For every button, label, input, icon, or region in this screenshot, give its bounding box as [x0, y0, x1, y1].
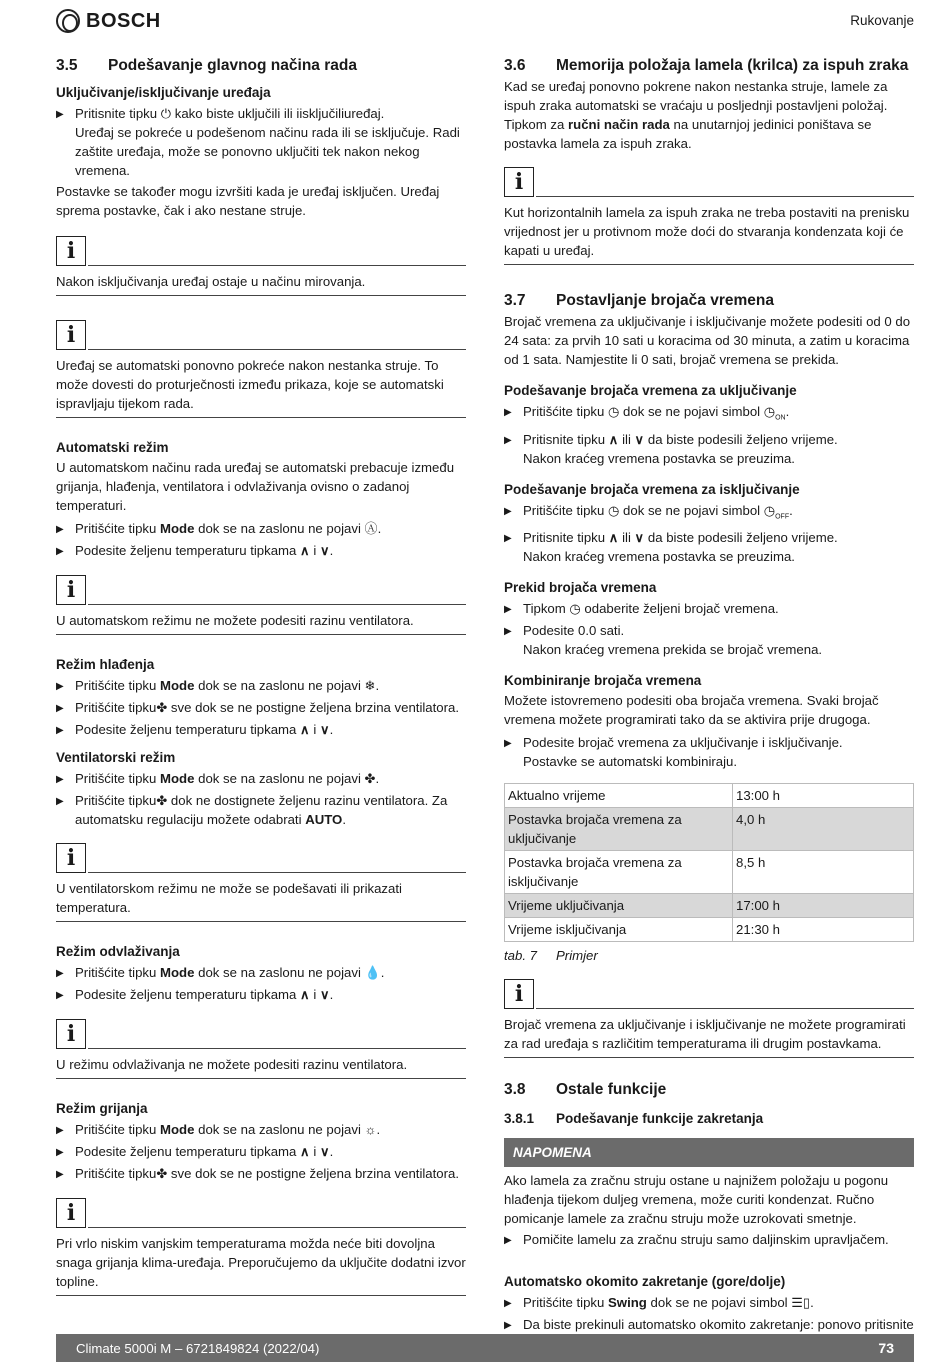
text: dok se na zaslonu ne pojavi: [194, 521, 365, 536]
info-box: [56, 1019, 466, 1079]
text: Pritišćite tipku: [75, 1122, 161, 1137]
list-item: ▶ Pritišćite tipku✤ dok ne dostignete željenu razinu ventilatora. Za automatsku regulaciju možete odabrati AUTO.: [56, 793, 448, 827]
text: Pritišćite tipku: [75, 678, 161, 693]
text: Nakon kraćeg vremena postavka se preuzima.: [523, 549, 795, 565]
section-title: Memorija položaja lamela (krilca) za ispuh zraka: [556, 57, 909, 74]
text: Pomičite lamelu za zračnu struju samo daljinskim upravljačem.: [523, 1232, 889, 1248]
down-arrow-icon: ∨: [319, 1144, 330, 1159]
list-item: [56, 104, 466, 180]
list-item: [504, 599, 914, 619]
paragraph: Brojač vremena za uključivanje i isključivanje možete podesiti od 0 do 24 sata: za prvih 10 sati u koracima od 30 minuta, a zatim u koracima od 1 sata. Namjestite li 0 sati, brojač vremena se prekida.: [504, 314, 911, 367]
info-text: U ventilatorskom režimu ne može se podešavati ili prikazati temperatura.: [56, 873, 466, 922]
text: Podesite željenu temperaturu tipkama: [75, 1144, 301, 1159]
bold-text: ručni način rada: [568, 117, 670, 132]
subheading: Ventilatorski režim: [56, 750, 176, 765]
table-cell: Vrijeme isključivanja: [505, 918, 733, 942]
bullet-icon: ▶: [56, 774, 64, 785]
text: Nakon kraćeg vremena prekida se brojač vremena.: [523, 642, 823, 658]
auto-mode-icon: Ⓐ: [364, 521, 378, 536]
bullet-icon: ▶: [56, 109, 64, 120]
info-text: Kut horizontalnih lamela za ispuh zraka ne treba postaviti na prenisku vrijednost jer u protivnom može doći do stvaranja kondenzata koji će kapati u uređaj.: [504, 197, 914, 265]
on-label: ON: [775, 414, 786, 422]
info-box: [504, 167, 914, 265]
clock-icon: ◷: [608, 502, 620, 518]
list-item: ▶ Pritišćite tipku Mode dok se na zaslonu ne pojavi ☼.: [56, 1120, 466, 1140]
section-heading: [504, 291, 914, 310]
text: Postavke se automatski kombiniraju.: [523, 754, 738, 770]
subheading: Režim grijanja: [56, 1101, 148, 1116]
bullet-icon: ▶: [56, 1169, 64, 1180]
subheading: Kombiniranje brojača vremena: [504, 673, 702, 689]
info-icon: i: [56, 1019, 86, 1049]
text: i: [309, 1144, 320, 1159]
text: Pritišćite tipku: [75, 793, 157, 808]
table-cell: Postavka brojača vremena za isključivanje: [505, 851, 733, 894]
section-title: Postavljanje brojača vremena: [556, 292, 774, 309]
bullet-icon: ▶: [56, 703, 64, 714]
section-title: Podešavanje glavnog načina rada: [108, 57, 357, 74]
bullet-icon: ▶: [504, 1298, 512, 1310]
clock-on-icon: $◷_{ON}$: [763, 404, 786, 422]
left-column: [56, 56, 466, 1310]
fan-icon: ✤: [156, 793, 168, 808]
up-arrow-icon: ∧: [300, 722, 310, 737]
text: na unutarnjoj jedinici poništava se postavka lamela za ispuh zraka.: [504, 117, 872, 151]
bullet-icon: ▶: [56, 990, 64, 1001]
text: dok ne dostignete željenu razinu ventilatora. Za automatsku regulaciju možete odabrati: [75, 793, 448, 827]
text: Podesite željenu temperaturu tipkama: [75, 987, 301, 1002]
list-item: ▶ Podesite željenu temperaturu tipkama ∧ i ∨.: [56, 720, 466, 740]
table-row: [505, 918, 914, 942]
bullet-icon: ▶: [56, 796, 64, 807]
right-column: [504, 56, 914, 1355]
subsection-heading: [504, 1109, 914, 1128]
list-item: [56, 698, 466, 718]
text: i: [309, 987, 320, 1002]
text: Pritišćite tipku: [75, 771, 161, 786]
table-cell: 17:00 h: [733, 894, 914, 918]
text: Pritisnite tipku: [523, 530, 609, 546]
subheading: Režim hlađenja: [56, 657, 155, 672]
list-item: ▶ Podesite željenu temperaturu tipkama ∧ i ∨.: [56, 541, 466, 561]
table-caption: [504, 946, 914, 965]
fan-icon: ✤: [156, 1166, 168, 1181]
bullet-icon: ▶: [504, 533, 512, 545]
text: Pritišćite tipku: [75, 965, 161, 980]
text: Podesite željenu temperaturu tipkama: [75, 722, 301, 737]
info-text: U automatskom režimu ne možete podesiti razinu ventilatora.: [56, 605, 466, 635]
info-icon: i: [504, 979, 534, 1009]
page-number: 73: [878, 1339, 894, 1356]
table-row: [505, 894, 914, 918]
example-table: [504, 783, 914, 942]
text: Tipkom: [523, 601, 570, 617]
text: i: [309, 543, 320, 558]
info-box: [56, 320, 466, 418]
text: dok se na zaslonu ne pojavi: [194, 1122, 365, 1137]
text: dok se ne pojavi simbol: [619, 502, 764, 518]
bullet-icon: ▶: [504, 434, 512, 446]
off-label: OFF: [775, 513, 790, 521]
up-arrow-icon: ∧: [608, 530, 619, 546]
text: odaberite željeni brojač vremena.: [580, 601, 779, 617]
mode-key: Mode: [160, 771, 195, 786]
sun-icon: ☼: [364, 1122, 377, 1137]
text: ili: [618, 431, 635, 447]
list-item: [504, 1230, 914, 1250]
text: Pritišćite tipku: [523, 1295, 609, 1311]
section-title: Ostale funkcije: [556, 1081, 667, 1099]
text: Pritišćite tipku: [75, 1166, 157, 1181]
subheading: Automatsko okomito zakretanje (gore/dolje): [504, 1274, 786, 1290]
list-item: [504, 621, 914, 659]
table-cell: Aktualno vrijeme: [505, 784, 733, 808]
text: Podesite brojač vremena za uključivanje i isključivanje.: [523, 735, 843, 751]
text: dok se na zaslonu ne pojavi: [194, 771, 365, 786]
table-cell: 21:30 h: [733, 918, 914, 942]
bullet-icon: ▶: [56, 1125, 64, 1136]
table-cell: Vrijeme uključivanja: [505, 894, 733, 918]
section-number: 3.7: [504, 292, 526, 309]
text: da biste podesili željeno vrijeme.: [644, 431, 838, 447]
info-icon: i: [56, 575, 86, 605]
paragraph: Postavke se također mogu izvršiti kada je uređaj isključen. Uređaj sprema postavke, čak i ako nestane struje.: [56, 184, 440, 218]
text: dok se na zaslonu ne pojavi: [194, 965, 365, 980]
down-arrow-icon: ∨: [319, 543, 330, 558]
caption-text: Primjer: [556, 948, 598, 964]
section-number: 3.8: [504, 1081, 526, 1099]
table-number: tab. 7: [504, 948, 537, 964]
text: dok se na zaslonu ne pojavi: [194, 678, 365, 693]
subheading: Uključivanje/isključivanje uređaja: [56, 85, 271, 100]
section-number: 3.6: [504, 57, 526, 74]
clock-icon: ◷: [608, 404, 620, 419]
bullet-icon: ▶: [504, 1235, 512, 1247]
info-box: [56, 1198, 466, 1296]
bullet-icon: ▶: [56, 968, 64, 979]
list-item: ▶ Podesite željenu temperaturu tipkama ∧ i ∨.: [56, 985, 466, 1005]
text: kako biste uključili ili iisključiliuređaj.: [171, 106, 385, 121]
text: Pritišćite tipku: [75, 700, 157, 715]
notice-banner: NAPOMENA: [504, 1138, 914, 1167]
subheading: Automatski režim: [56, 440, 169, 455]
bullet-icon: ▶: [504, 505, 512, 517]
table-cell: 8,5 h: [733, 851, 914, 894]
list-item: [504, 430, 914, 468]
clock-off-icon: $◷_{OFF}$: [763, 502, 790, 521]
info-icon: i: [56, 320, 86, 350]
bullet-icon: ▶: [56, 725, 64, 736]
list-item: ▶ Pritišćite tipku ◷ dok se ne pojavi simbol $◷_{ON}$.: [504, 402, 914, 428]
power-icon: ⏻: [160, 106, 172, 121]
paragraph: [504, 77, 914, 153]
fan-icon: ✤: [156, 700, 168, 715]
subsection-number: 3.8.1: [504, 1111, 535, 1127]
page-header: [0, 0, 950, 40]
down-arrow-icon: ∨: [319, 722, 330, 737]
info-icon: i: [56, 236, 86, 266]
section-name: Rukovanje: [850, 13, 914, 28]
text: Pritišćite tipku: [75, 521, 161, 536]
text: sve dok se ne postigne željena brzina ventilatora.: [167, 1166, 460, 1181]
text: Pritisnite tipku: [75, 106, 161, 121]
bullet-icon: ▶: [504, 604, 512, 616]
swing-key: Swing: [608, 1295, 647, 1311]
paragraph: Možete istovremeno podesiti oba brojača vremena. Svaki brojač vremena možete programirati tako da se aktivira prije drugoga.: [504, 693, 879, 728]
bullet-icon: ▶: [56, 1147, 64, 1158]
down-arrow-icon: ∨: [634, 530, 645, 546]
table-row: [505, 851, 914, 894]
list-item: ▶ Pritišćite tipku Mode dok se na zaslonu ne pojavi 💧.: [56, 963, 466, 983]
info-box: [56, 843, 466, 922]
section-heading: [56, 56, 466, 75]
text: Da biste prekinuli automatsko okomito zakretanje: ponovo pritisnite: [523, 1317, 914, 1333]
text: Pritišćite tipku: [523, 502, 609, 518]
list-item: ▶ Pritišćite tipku Mode dok se na zaslonu ne pojavi ❄.: [56, 676, 466, 696]
list-item: [56, 1164, 466, 1184]
bullet-icon: ▶: [504, 738, 512, 750]
info-text: U režimu odvlaživanja ne možete podesiti razinu ventilatora.: [56, 1049, 466, 1079]
droplet-icon: 💧: [364, 965, 381, 980]
snowflake-icon: ❄: [364, 678, 376, 693]
text: da biste podesili željeno vrijeme.: [644, 530, 838, 546]
text: ili: [618, 530, 635, 546]
paragraph: U automatskom načinu rada uređaj se automatski prebacuje između grijanja, hlađenja, ventilatora i odvlaživanja ovisno o zadanoj temperaturi.: [56, 460, 455, 513]
text: i: [309, 722, 320, 737]
down-arrow-icon: ∨: [634, 431, 645, 447]
down-arrow-icon: ∨: [319, 987, 330, 1002]
text: dok se ne pojavi simbol: [646, 1295, 792, 1311]
list-item: [504, 733, 914, 771]
fan-mode-icon: ✤: [364, 771, 376, 786]
subheading: Podešavanje brojača vremena za uključivanje: [504, 383, 797, 398]
subheading: Režim odvlaživanja: [56, 944, 180, 959]
subsection-title: Podešavanje funkcije zakretanja: [556, 1111, 764, 1127]
section-heading: [504, 1080, 914, 1099]
section-number: 3.5: [56, 57, 78, 74]
bosch-logo: [56, 9, 161, 33]
text: Nakon kraćeg vremena postavka se preuzima.: [523, 450, 795, 466]
info-text: Nakon isključivanja uređaj ostaje u načinu mirovanja.: [56, 266, 466, 296]
page-footer: [56, 1334, 914, 1362]
list-item: ▶ Pritišćite tipku ◷ dok se ne pojavi simbol $◷_{OFF}$.: [504, 501, 914, 527]
document-id: Climate 5000i M – 6721849824 (2022/04): [76, 1340, 320, 1356]
info-text: Pri vrlo niskim vanjskim temperaturama možda neće biti dovoljna snaga grijanja klima-uređaja. Preporučujemo da uključite dodatni izvor topline.: [56, 1228, 466, 1296]
info-icon: i: [504, 167, 534, 197]
mode-key: Mode: [160, 1122, 195, 1137]
bullet-icon: ▶: [56, 524, 64, 535]
text: Pritišćite tipku: [523, 404, 609, 419]
up-arrow-icon: ∧: [300, 1144, 310, 1159]
vertical-swing-icon: ☰▯: [791, 1295, 811, 1311]
brand-name: BOSCH: [86, 9, 161, 32]
table-row: [505, 808, 914, 851]
info-box: [56, 236, 466, 296]
bosch-armature-icon: [56, 9, 80, 33]
info-text: Uređaj se automatski ponovno pokreće nakon nestanka struje. To može dovesti do proturječnosti između prikaza, koje se automatski ispravljaju tijekom rada.: [56, 350, 466, 418]
bullet-icon: ▶: [56, 546, 64, 557]
up-arrow-icon: ∧: [300, 987, 310, 1002]
info-icon: i: [56, 843, 86, 873]
info-text: Brojač vremena za uključivanje i isključivanje ne možete programirati za rad uređaja s različitim temperaturama ili drugim postavkama.: [504, 1009, 914, 1058]
bullet-icon: ▶: [504, 1320, 512, 1332]
table-row: [505, 784, 914, 808]
clock-icon: ◷: [569, 601, 581, 617]
info-icon: i: [56, 1198, 86, 1228]
subheading: Podešavanje brojača vremena za isključivanje: [504, 481, 800, 497]
table-cell: 4,0 h: [733, 808, 914, 851]
info-box: [504, 979, 914, 1058]
text: sve dok se ne postigne željena brzina ventilatora.: [167, 700, 460, 715]
text: Podesite 0.0 sati.: [523, 623, 625, 639]
bullet-icon: ▶: [504, 407, 512, 418]
info-box: [56, 575, 466, 635]
subheading: Prekid brojača vremena: [504, 580, 657, 596]
list-item: ▶ Pritišćite tipku Mode dok se na zaslonu ne pojavi Ⓐ.: [56, 519, 466, 539]
list-item: ▶ Pritišćite tipku Mode dok se na zaslonu ne pojavi ✤.: [56, 769, 466, 789]
auto-word: AUTO: [305, 812, 343, 827]
mode-key: Mode: [160, 965, 195, 980]
list-item: [504, 528, 914, 566]
text: Podesite željenu temperaturu tipkama: [75, 543, 301, 558]
list-item: ▶ Pritišćite tipku Swing dok se ne pojavi simbol ☰▯.: [504, 1293, 914, 1313]
mode-key: Mode: [160, 521, 195, 536]
text: dok se ne pojavi simbol: [619, 404, 764, 419]
text: Pritisnite tipku: [523, 431, 609, 447]
bullet-icon: ▶: [504, 626, 512, 638]
list-item: ▶ Podesite željenu temperaturu tipkama ∧ i ∨.: [56, 1142, 466, 1162]
up-arrow-icon: ∧: [608, 431, 619, 447]
table-cell: Postavka brojača vremena za uključivanje: [505, 808, 733, 851]
table-cell: 13:00 h: [733, 784, 914, 808]
text: Uređaj se pokreće u podešenom načinu rada ili se isključuje. Radi zaštite uređaja, može se ponovno uključiti tek nakon nekog vremena.: [75, 125, 460, 178]
bullet-icon: ▶: [56, 681, 64, 692]
mode-key: Mode: [160, 678, 195, 693]
section-heading: [504, 56, 914, 75]
paragraph: Ako lamela za zračnu struju ostane u najnižem položaju u pogonu hlađenja tijekom duljeg vremena, može curiti kondenzat. Ručno pomicanje lamele za zračnu struju može uzrokovati smetnje.: [504, 1173, 889, 1227]
up-arrow-icon: ∧: [300, 543, 310, 558]
text: Kad se uređaj ponovno pokrene nakon nestanka struje, lamele za ispuh zraka automatski se vraćaju u posljednji postavljeni položaj. Tipkom za: [504, 79, 888, 132]
